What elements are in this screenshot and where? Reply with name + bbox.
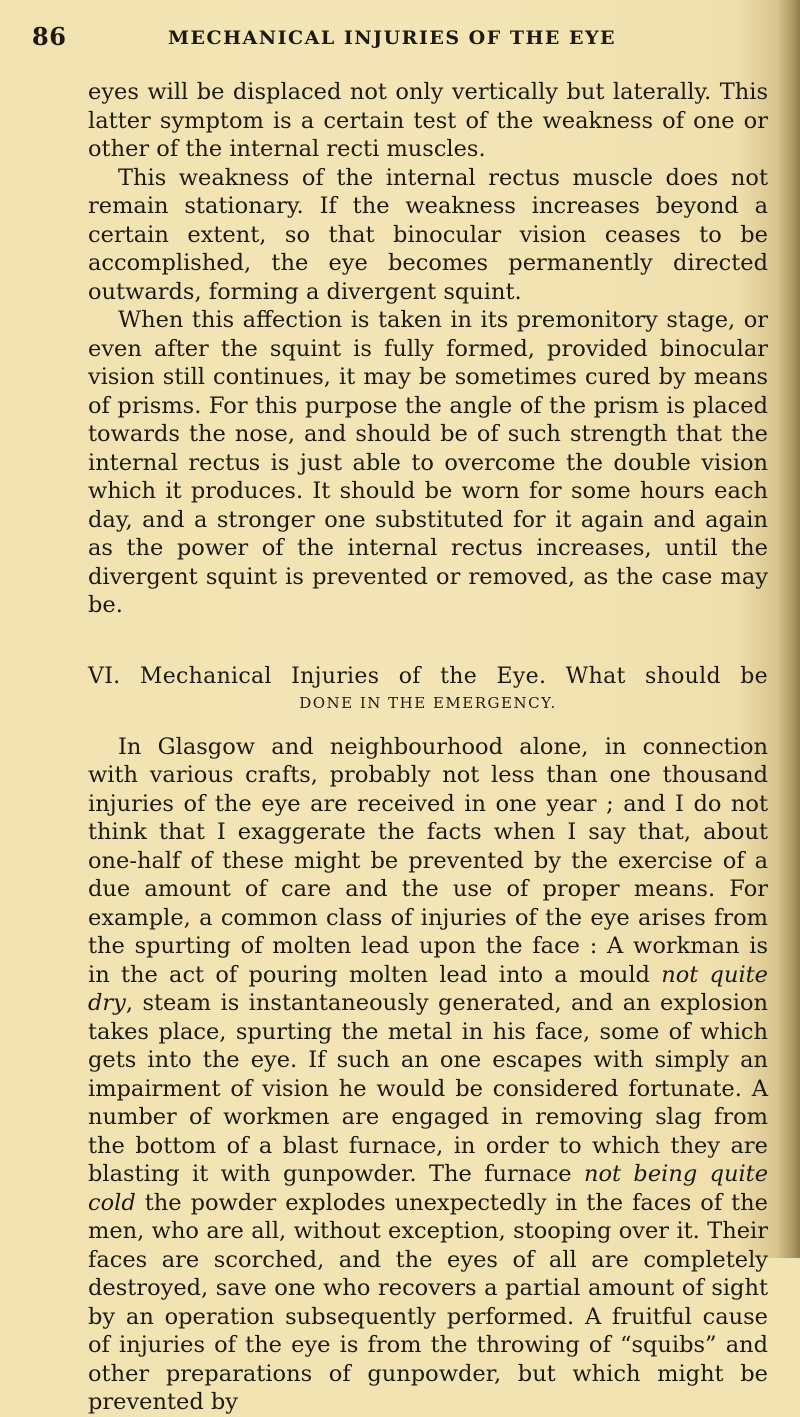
page-number: 86	[32, 22, 67, 51]
paragraph-4-part-3: the powder explodes unexpectedly in the faces of the men, who are all, without exception, stooping over it. Their faces are scorched, and the eyes of all are completely destroyed, save one who recovers a partial amount of sight by an operation subsequently performed. A fruitful cause of injuries of the eye is from the throwing of “squibs” and other preparations of gunpowder, but which might be prevented by	[88, 1189, 768, 1415]
section-heading	[88, 663, 768, 715]
paragraph-2: This weakness of the internal rectus muscle does not remain stationary. If the weakness increases beyond a certain extent, so that binocular vision ceases to be accomplished, the eye becomes permanently directed outwards, forming a divergent squint.	[88, 164, 768, 305]
running-head: MECHANICAL INJURIES OF THE EYE	[167, 27, 617, 49]
italic-not-quite-dry: not quite dry	[88, 961, 768, 1016]
italic-not-being-quite-cold: not being quite cold	[88, 1161, 769, 1216]
page-header	[32, 22, 752, 54]
paragraph-4-part-2: , steam is instantaneously generated, and an explosion takes place, spurting the metal in his face, some of which gets into the eye. If such an one escapes with simply an impairment of vision he would be considered fortunate. A number of workmen are engaged in removing slag from the bottom of a blast furnace, in order to which they are blasting it with gunpowder. The furnace	[88, 990, 768, 1187]
section-heading-line-2: DONE IN THE EMERGENCY.	[299, 693, 557, 712]
section-heading-line-1: VI. Mechanical Injuries of the Eye. What should be	[88, 663, 768, 689]
paragraph-3: When this affection is taken in its premonitory stage, or even after the squint is fully formed, provided binocular vision still continues, it may be sometimes cured by means of prisms. For this purpose the angle of the prism is placed towards the nose, and should be of such strength that the internal rectus is just able to overcome the double vision which it produces. It should be worn for some hours each day, and a stronger one substituted for it again and again as the power of the internal rectus increases, until the divergent squint is prevented or removed, as the case may be.	[88, 307, 768, 618]
paragraph-1: eyes will be displaced not only vertically but laterally. This latter symptom is a certain test of the weakness of one or other of the internal recti muscles.	[88, 79, 768, 162]
paragraph-4-part-1: In Glasgow and neighbourhood alone, in connection with various crafts, probably not less than one thousand injuries of the eye are received in one year ; and I do not think that I exaggerate the facts when I say that, about one-half of these might be prevented by the exercise of a due amount of care and the use of proper means. For example, a common class of injuries of the eye arises from the spurting of molten lead upon the face : A workman is in the act of pouring molten lead into a mould	[88, 733, 768, 988]
page-edge-shadow	[778, 0, 800, 1258]
body-text	[88, 78, 768, 1417]
paragraph-4	[88, 733, 768, 1417]
